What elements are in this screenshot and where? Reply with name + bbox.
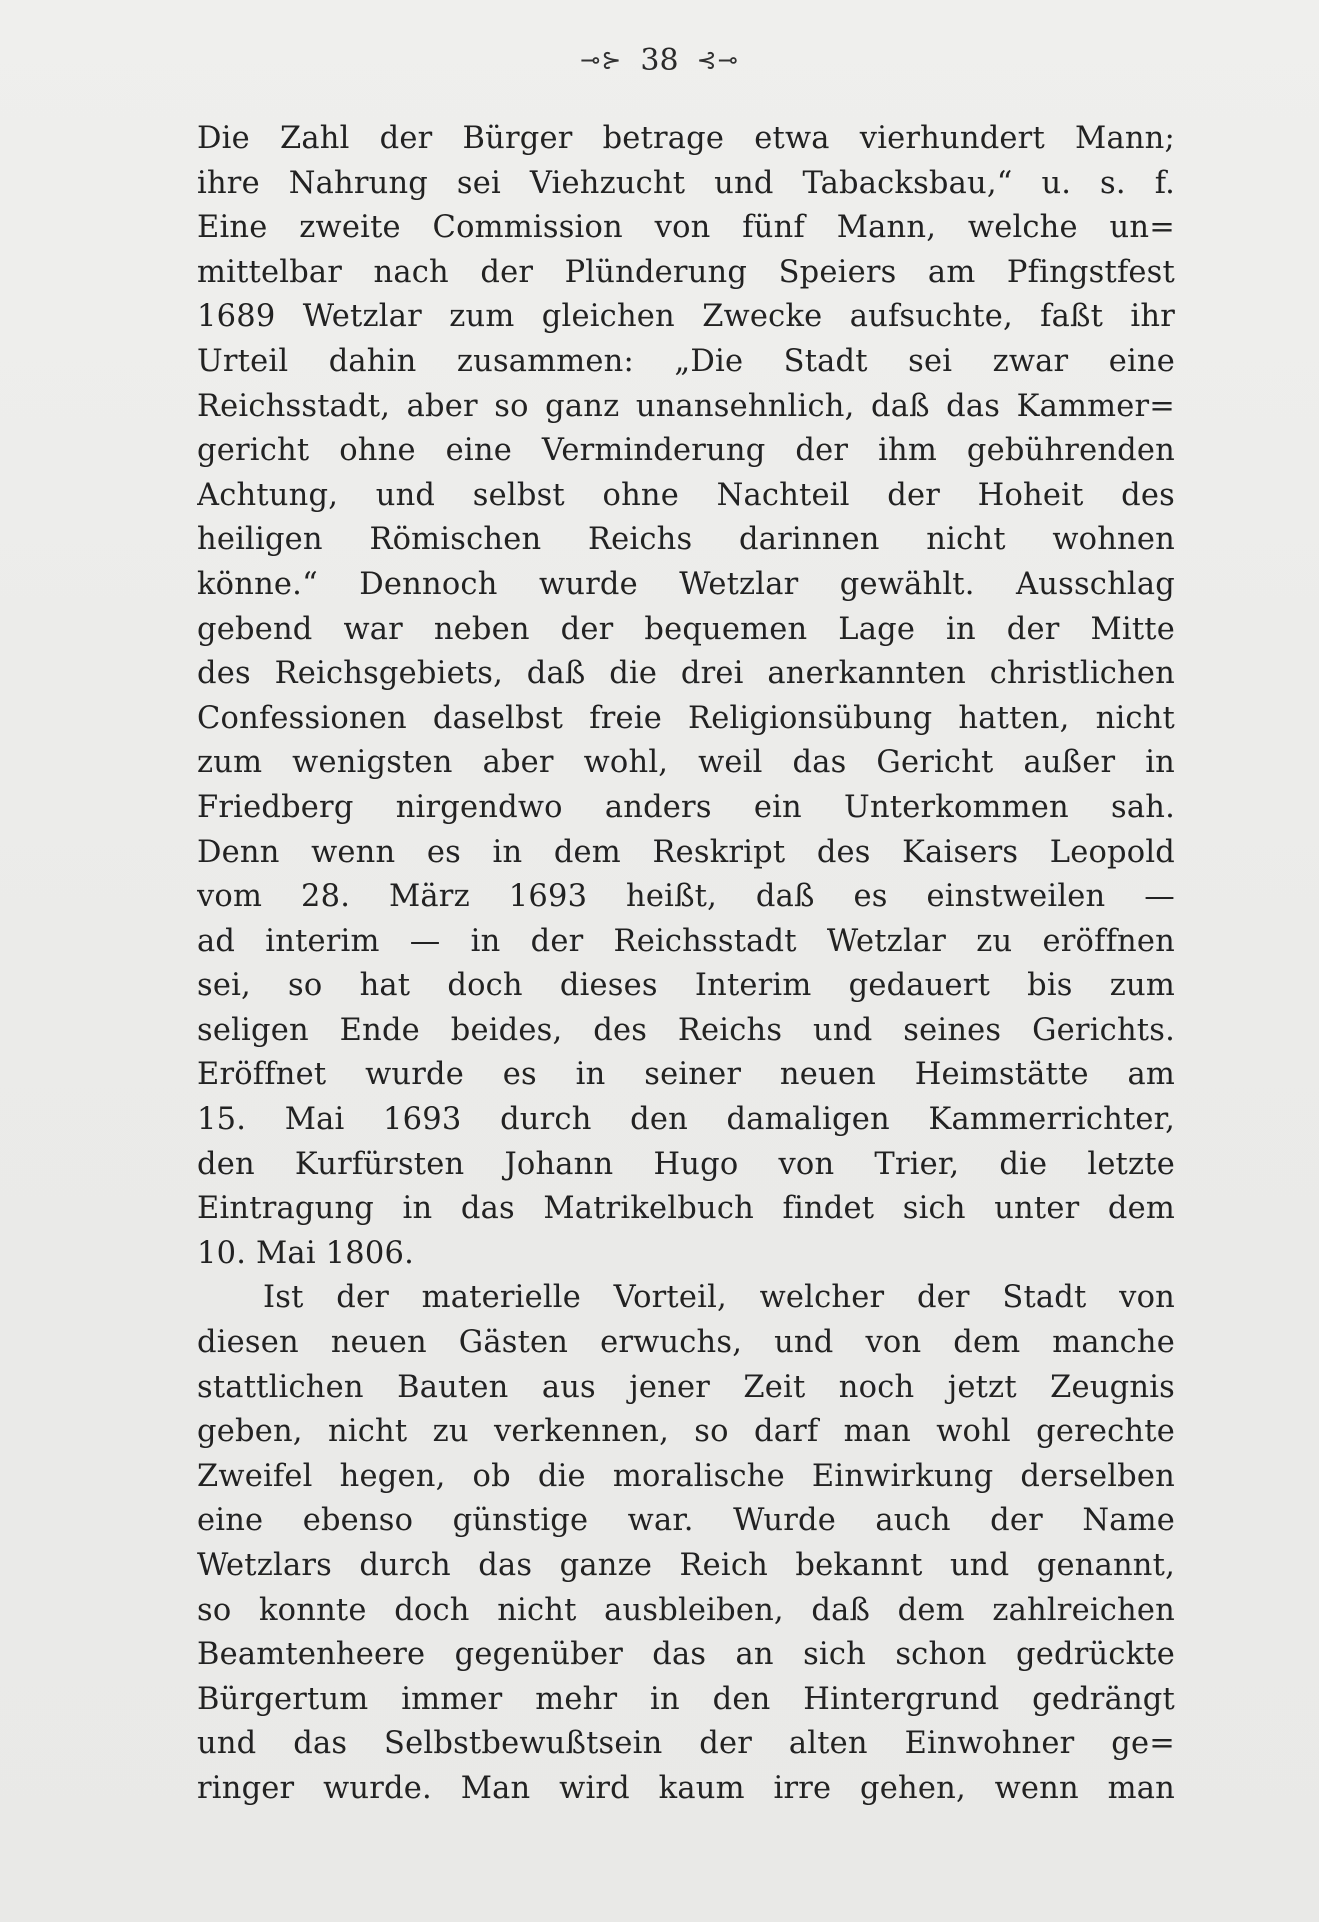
text-line: vom 28. März 1693 heißt, daß es einstweilen — xyxy=(197,879,1175,915)
text-line: 15. Mai 1693 durch den damaligen Kammerrichter, xyxy=(197,1102,1175,1138)
text-line: den Kurfürsten Johann Hugo von Trier, die letzte xyxy=(197,1146,1175,1182)
text-line: ringer wurde. Man wird kaum irre gehen, wenn man xyxy=(197,1770,1175,1806)
text-line: 10. Mai 1806. xyxy=(197,1235,414,1271)
text-line: Confessionen daselbst freie Religionsübung hatten, nicht xyxy=(197,700,1175,736)
text-line: eine ebenso günstige war. Wurde auch der Name xyxy=(197,1503,1175,1539)
text-line: ad interim — in der Reichsstadt Wetzlar zu eröffnen xyxy=(197,923,1175,959)
text-line: Eine zweite Commission von fünf Mann, welche un= xyxy=(197,210,1175,246)
text-line: Achtung, und selbst ohne Nachteil der Hoheit des xyxy=(197,477,1175,513)
body-text xyxy=(197,117,1175,1812)
text-line: heiligen Römischen Reichs darinnen nicht wohnen xyxy=(197,522,1175,558)
text-line: Eintragung in das Matrikelbuch findet sich unter dem xyxy=(197,1191,1175,1227)
text-line: ihre Nahrung sei Viehzucht und Tabacksbau,“ u. s. f. xyxy=(197,165,1175,201)
text-line: Friedberg nirgendwo anders ein Unterkommen sah. xyxy=(197,789,1175,825)
text-line: 1689 Wetzlar zum gleichen Zwecke aufsuchte, faßt ihr xyxy=(197,299,1175,335)
text-line: mittelbar nach der Plünderung Speiers am Pfingstfest xyxy=(197,254,1175,290)
text-line: Urteil dahin zusammen: „Die Stadt sei zwar eine xyxy=(197,343,1175,379)
page-number: 38 xyxy=(640,42,679,78)
text-line: Beamtenheere gegenüber das an sich schon gedrückte xyxy=(197,1637,1175,1673)
text-line: stattlichen Bauten aus jener Zeit noch jetzt Zeugnis xyxy=(197,1369,1175,1405)
text-line: sei, so hat doch dieses Interim gedauert bis zum xyxy=(197,968,1175,1004)
text-line: Zweifel hegen, ob die moralische Einwirkung derselben xyxy=(197,1458,1175,1494)
text-line: Bürgertum immer mehr in den Hintergrund gedrängt xyxy=(197,1681,1175,1717)
text-line: geben, nicht zu verkennen, so darf man wohl gerechte xyxy=(197,1414,1175,1450)
paragraph-1 xyxy=(197,117,1175,1276)
text-line: diesen neuen Gästen erwuchs, und von dem manche xyxy=(197,1325,1175,1361)
text-line: Reichsstadt, aber so ganz unansehnlich, daß das Kammer= xyxy=(197,388,1175,424)
text-line: Denn wenn es in dem Reskript des Kaisers Leopold xyxy=(197,834,1175,870)
text-line: und das Selbstbewußtsein der alten Einwohner ge= xyxy=(197,1726,1175,1762)
text-line: gericht ohne eine Verminderung der ihm gebührenden xyxy=(197,433,1175,469)
page-header xyxy=(0,38,1319,82)
text-line: so konnte doch nicht ausbleiben, daß dem zahlreichen xyxy=(197,1592,1175,1628)
text-line: Ist der materielle Vorteil, welcher der Stadt von xyxy=(263,1280,1175,1316)
paragraph-2 xyxy=(197,1276,1175,1811)
header-ornament-right: ⊰⊸ xyxy=(696,46,739,74)
text-line: gebend war neben der bequemen Lage in der Mitte xyxy=(197,611,1175,647)
text-line: des Reichsgebiets, daß die drei anerkannten christlichen xyxy=(197,656,1175,692)
text-line: Eröffnet wurde es in seiner neuen Heimstätte am xyxy=(197,1057,1175,1093)
text-line: könne.“ Dennoch wurde Wetzlar gewählt. Ausschlag xyxy=(197,566,1175,602)
text-line: seligen Ende beides, des Reichs und seines Gerichts. xyxy=(197,1012,1175,1048)
text-line: zum wenigsten aber wohl, weil das Gericht außer in xyxy=(197,745,1175,781)
text-line: Wetzlars durch das ganze Reich bekannt und genannt, xyxy=(197,1548,1175,1583)
text-line: Die Zahl der Bürger betrage etwa vierhundert Mann; xyxy=(197,121,1175,156)
header-ornament-left: ⊸⊱ xyxy=(580,46,623,74)
